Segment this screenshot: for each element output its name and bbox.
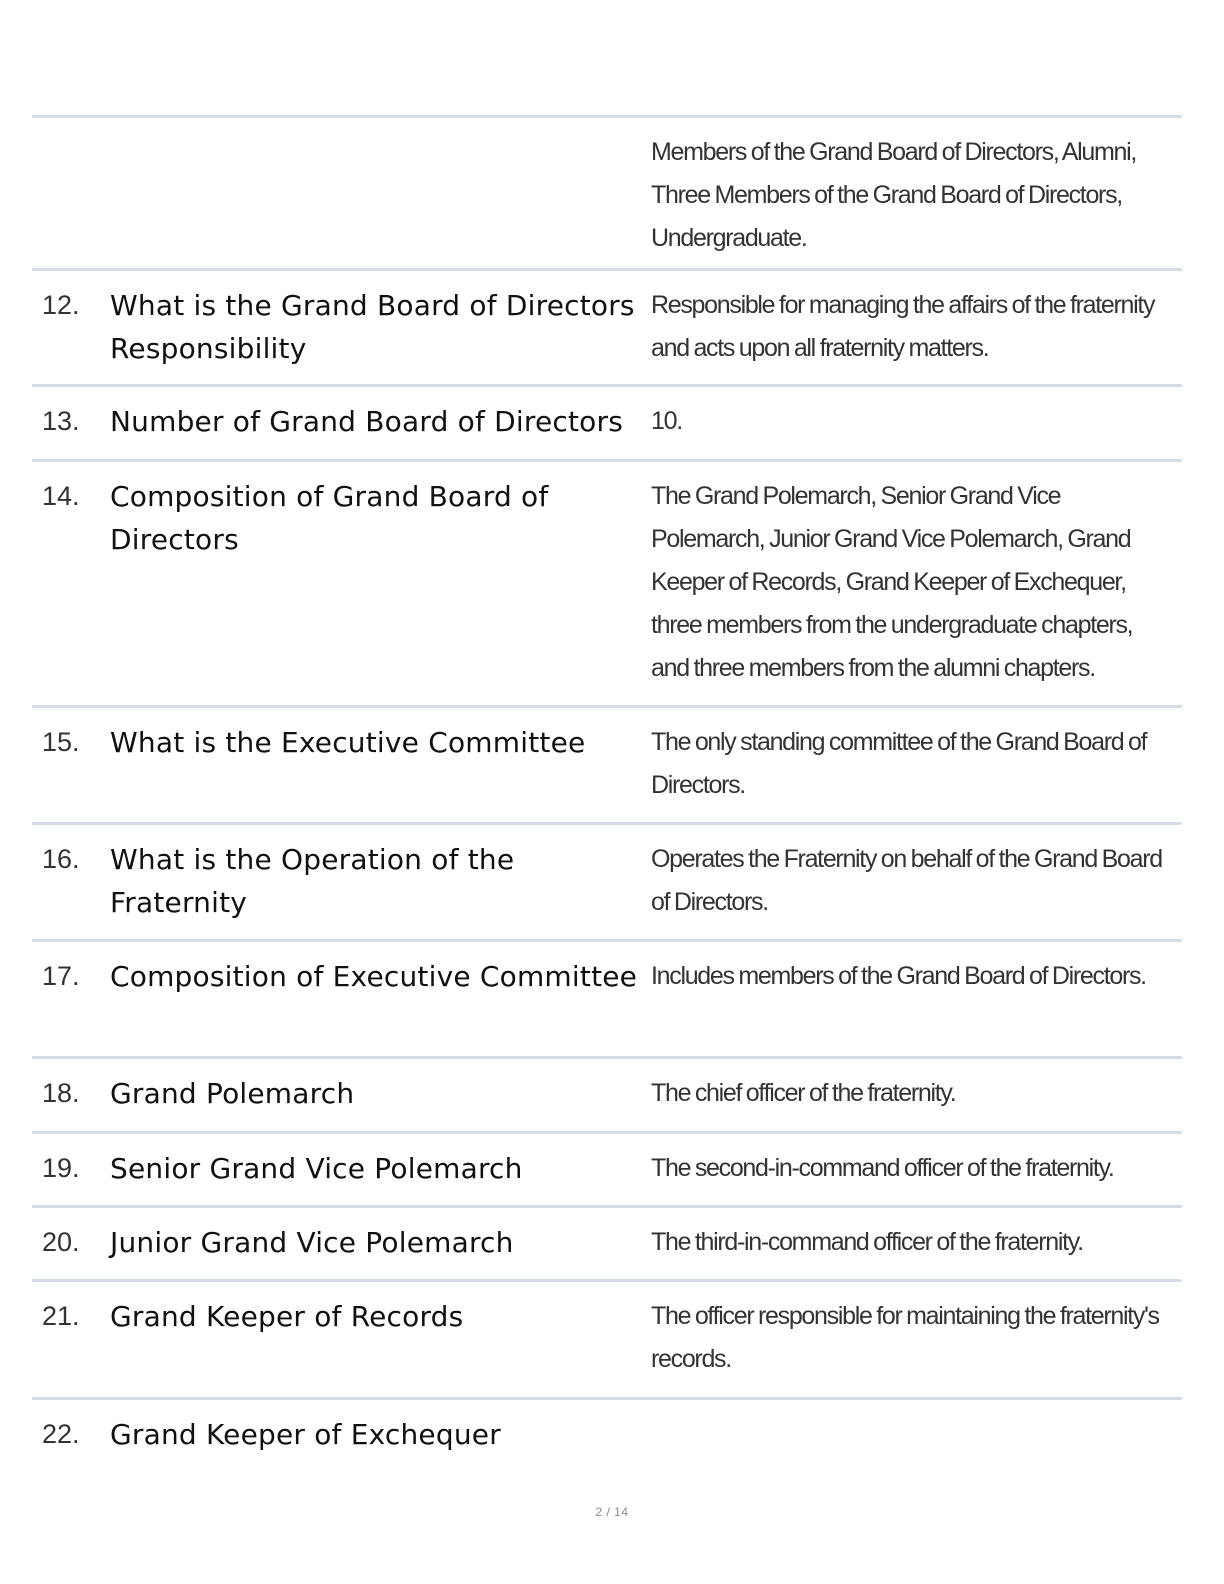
- row-question: What is the Executive Committee: [110, 726, 586, 759]
- table-row: [32, 822, 1182, 939]
- row-number: 15.: [42, 727, 80, 757]
- row-answer: The officer responsible for maintaining the fraternity's records.: [651, 1302, 1159, 1373]
- row-number: 13.: [42, 406, 80, 436]
- row-answer: Operates the Fraternity on behalf of the Grand Board of Directors.: [651, 845, 1162, 916]
- row-number: 12.: [42, 290, 80, 320]
- row-question: What is the Operation of the Fraternity: [110, 843, 515, 919]
- table-row: [32, 1205, 1182, 1279]
- table-row: [32, 939, 1182, 1056]
- qa-table: [32, 115, 1182, 1472]
- row-question: What is the Grand Board of Directors Responsibility: [110, 289, 635, 365]
- row-question: Grand Keeper of Records: [110, 1300, 464, 1333]
- table-row: [32, 705, 1182, 822]
- table-row: [32, 1279, 1182, 1397]
- row-question: Grand Keeper of Exchequer: [110, 1418, 501, 1451]
- row-number: 16.: [42, 844, 80, 874]
- row-question: Junior Grand Vice Polemarch: [110, 1226, 514, 1259]
- row-answer: The chief officer of the fraternity.: [651, 1079, 956, 1107]
- row-question: Senior Grand Vice Polemarch: [110, 1152, 523, 1185]
- row-question: Composition of Grand Board of Directors: [110, 480, 549, 556]
- row-answer: The only standing committee of the Grand Board of Directors.: [651, 728, 1147, 799]
- row-answer: 10.: [651, 407, 682, 435]
- row-answer: Responsible for managing the affairs of the fraternity and acts upon all fraternity matters.: [651, 291, 1155, 362]
- table-row: [32, 115, 1182, 268]
- row-question: Grand Polemarch: [110, 1077, 355, 1110]
- row-number: [32, 118, 110, 268]
- row-answer: The second-in-command officer of the fraternity.: [651, 1154, 1114, 1182]
- row-question: Number of Grand Board of Directors: [110, 405, 624, 438]
- row-number: 21.: [42, 1301, 80, 1331]
- row-answer: [651, 1400, 1182, 1472]
- table-row: [32, 268, 1182, 384]
- row-number: 14.: [42, 481, 80, 511]
- row-question: Composition of Executive Committee: [110, 960, 638, 993]
- row-number: 19.: [42, 1153, 80, 1183]
- table-row: [32, 1397, 1182, 1472]
- row-question: [110, 118, 651, 268]
- row-number: 20.: [42, 1227, 80, 1257]
- table-row: [32, 1056, 1182, 1131]
- row-answer: The Grand Polemarch, Senior Grand Vice Polemarch, Junior Grand Vice Polemarch, Grand Keeper of Records, Grand Keeper of Exchequer, three members from the undergraduate chapters, and three members from the alumni chapters.: [651, 482, 1133, 682]
- table-row: [32, 459, 1182, 705]
- table-row: [32, 384, 1182, 459]
- row-number: 17.: [42, 961, 80, 991]
- row-answer: Members of the Grand Board of Directors, Alumni, Three Members of the Grand Board of Directors, Undergraduate.: [651, 138, 1136, 252]
- page-indicator: 2 / 14: [595, 1505, 629, 1519]
- row-answer: Includes members of the Grand Board of Directors.: [651, 962, 1146, 990]
- row-answer: The third-in-command officer of the fraternity.: [651, 1228, 1083, 1256]
- row-number: 22.: [42, 1419, 80, 1449]
- row-number: 18.: [42, 1078, 80, 1108]
- table-row: [32, 1131, 1182, 1205]
